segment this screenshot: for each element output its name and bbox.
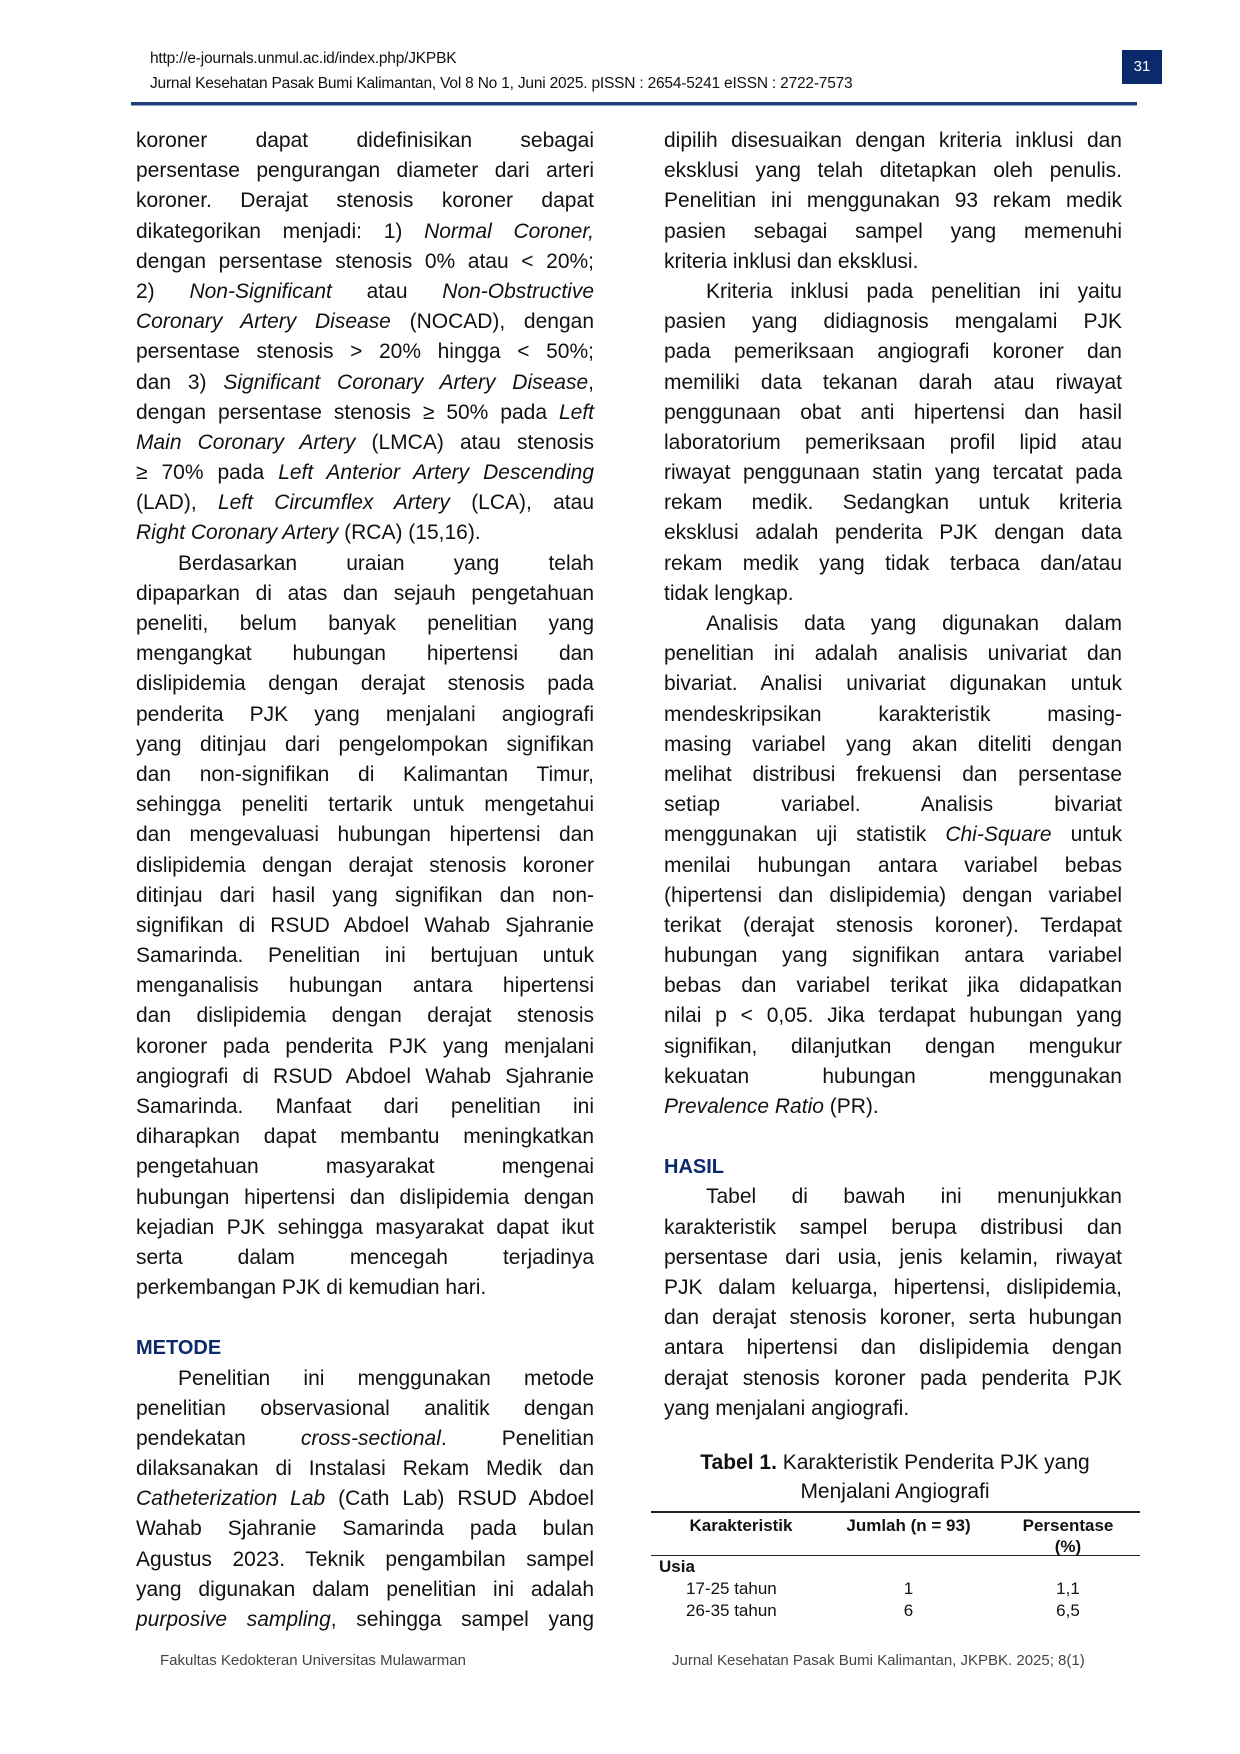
- text-line: Tabel di bawah ini menunjukkan: [706, 1185, 1122, 1209]
- text-line: koroner. Derajat stenosis koroner dapat: [136, 189, 594, 213]
- row-label: 26-35 tahun: [686, 1601, 777, 1620]
- text-line: Berdasarkan uraian yang telah: [178, 551, 594, 575]
- text-line: laboratorium pemeriksaan profil lipid atau: [664, 430, 1122, 454]
- text-line: setiap variabel. Analisis bivariat: [664, 793, 1122, 817]
- text-line: koroner dapat didefinisikan sebagai: [136, 129, 594, 152]
- text-line: hubungan yang signifikan antara variabel: [664, 944, 1122, 968]
- text-line: kejadian PJK sehingga masyarakat dapat ikut: [136, 1215, 594, 1239]
- col-header-persentase: [996, 1515, 1140, 1555]
- left-column: [136, 126, 594, 1635]
- text-line: signifikan di RSUD Abdoel Wahab Sjahranie: [136, 913, 594, 937]
- text-line: ≥ 70% pada Left Anterior Artery Descending: [136, 461, 595, 485]
- text-line: signifikan, dilanjutkan dengan mengukur: [664, 1034, 1122, 1058]
- text-line: persentase stenosis > 20% hingga < 50%;: [136, 340, 594, 364]
- text-line: purposive sampling, sehingga sampel yang: [136, 1608, 594, 1631]
- header-url[interactable]: http://e-journals.unmul.ac.id/index.php/JKPBK: [150, 50, 457, 67]
- text-line: koroner pada penderita PJK yang menjalani: [136, 1034, 594, 1058]
- text-line: menganalisis hubungan antara hipertensi: [136, 974, 594, 998]
- text-line: Penelitian ini menggunakan 93 rekam medik: [664, 189, 1122, 213]
- text-line: rekam medik. Sedangkan untuk kriteria: [664, 491, 1122, 515]
- text-line: angiografi di RSUD Abdoel Wahab Sjahranie: [136, 1064, 594, 1088]
- text-line: eksklusi adalah penderita PJK dengan data: [664, 521, 1122, 545]
- left-p2: [136, 549, 594, 1304]
- empty-cell: [826, 1556, 998, 1578]
- text-line: pengetahuan masyarakat mengenai: [136, 1155, 594, 1179]
- right-p4: [664, 1182, 1122, 1424]
- text-line: Coronary Artery Disease (NOCAD), dengan: [136, 310, 595, 334]
- right-column: [664, 126, 1122, 1424]
- text-line: Prevalence Ratio (PR).: [664, 1095, 879, 1118]
- text-line: Samarinda. Manfaat dari penelitian ini: [136, 1095, 594, 1118]
- text-line: perkembangan PJK di kemudian hari.: [136, 1276, 487, 1300]
- text-line: dengan persentase stenosis 0% atau < 20%;: [136, 249, 594, 273]
- text-line: hubungan hipertensi dan dislipidemia dengan: [136, 1185, 594, 1209]
- text-line: PJK dalam keluarga, hipertensi, dislipidemia,: [664, 1275, 1122, 1299]
- text-line: mendeskripsikan karakteristik masing-: [664, 702, 1122, 726]
- text-line: persentase pengurangan diameter dari arteri: [136, 159, 594, 183]
- text-line: Penelitian ini menggunakan metode: [178, 1366, 594, 1390]
- section-heading-metode: METODE: [136, 1337, 222, 1360]
- text-line: masing variabel yang akan diteliti dengan: [664, 732, 1122, 756]
- text-line: dipilih disesuaikan dengan kriteria inklusi dan: [664, 129, 1122, 152]
- text-line: Kriteria inklusi pada penelitian ini yaitu: [706, 279, 1122, 303]
- footer-citation: Jurnal Kesehatan Pasak Bumi Kalimantan, JKPBK. 2025; 8(1): [672, 1652, 1085, 1669]
- text-line: (LAD), Left Circumflex Artery (LCA), atau: [136, 491, 594, 515]
- text-line: dan 3) Significant Coronary Artery Disease,: [136, 370, 594, 394]
- col-header-persentase-line1: Persentase: [1022, 1515, 1114, 1535]
- text-line: dikategorikan menjadi: 1) Normal Coroner,: [136, 219, 594, 243]
- col-header-jumlah: Jumlah (n = 93): [846, 1515, 971, 1535]
- text-line: Catheterization Lab (Cath Lab) RSUD Abdoel: [136, 1487, 594, 1511]
- text-line: dipaparkan di atas dan sejauh pengetahuan: [136, 581, 594, 605]
- table-caption: [660, 1448, 1130, 1506]
- text-line: Analisis data yang digunakan dalam: [706, 612, 1122, 635]
- text-line: Right Coronary Artery (RCA) (15,16).: [136, 521, 481, 545]
- text-line: dan non-signifikan di Kalimantan Timur,: [136, 762, 594, 786]
- footer-institution: Fakultas Kedokteran Universitas Mulawarman: [160, 1652, 466, 1669]
- text-line: sehingga peneliti tertarik untuk mengetahui: [136, 793, 594, 817]
- right-p2: [664, 277, 1122, 609]
- text-line: 2) Non-Significant atau Non-Obstructive: [136, 279, 594, 303]
- table-characteristics: [651, 1511, 1140, 1622]
- header-rule: [131, 102, 1137, 106]
- page-number-badge: 31: [1122, 50, 1162, 84]
- text-line: pasien yang didiagnosis mengalami PJK: [664, 310, 1122, 334]
- text-line: antara hipertensi dan dislipidemia dengan: [664, 1336, 1122, 1360]
- text-line: memiliki data tekanan darah atau riwayat: [664, 370, 1122, 394]
- table-body: [651, 1556, 1140, 1622]
- text-line: yang menjalani angiografi.: [664, 1396, 910, 1420]
- text-line: dislipidemia dengan derajat stenosis pada: [136, 672, 594, 696]
- left-p1: [136, 126, 594, 549]
- text-line: tidak lengkap.: [664, 581, 794, 605]
- text-line: Samarinda. Penelitian ini bertujuan untuk: [136, 944, 594, 968]
- text-line: menilai hubungan antara variabel bebas: [664, 853, 1122, 877]
- text-line: pada pemeriksaan angiografi koroner dan: [664, 340, 1122, 364]
- text-line: dan dislipidemia dengan derajat stenosis: [136, 1004, 594, 1028]
- right-p1: [664, 126, 1122, 277]
- text-line: penderita PJK yang menjalani angiografi: [136, 702, 594, 726]
- text-line: peneliti, belum banyak penelitian yang: [136, 612, 594, 635]
- text-line: penggunaan obat anti hipertensi dan hasil: [664, 400, 1122, 424]
- text-line: derajat stenosis koroner pada penderita PJK: [664, 1366, 1122, 1390]
- left-p3: [136, 1364, 594, 1636]
- table-row: [651, 1600, 1140, 1622]
- text-line: pendekatan cross-sectional. Penelitian: [136, 1426, 595, 1450]
- table-row: [651, 1578, 1140, 1600]
- text-line: rekam medik yang tidak terbaca dan/atau: [664, 551, 1122, 575]
- text-line: bivariat. Analisi univariat digunakan untuk: [664, 672, 1122, 696]
- text-line: melihat distribusi frekuensi dan persentase: [664, 762, 1122, 786]
- text-line: Main Coronary Artery (LMCA) atau stenosis: [136, 430, 594, 454]
- header-journal-info: Jurnal Kesehatan Pasak Bumi Kalimantan, Vol 8 No 1, Juni 2025. pISSN : 2654-5241 eISSN : 2722-7573: [150, 75, 853, 92]
- text-line: pasien sebagai sampel yang memenuhi: [664, 219, 1122, 243]
- text-line: riwayat penggunaan statin yang tercatat pada: [664, 461, 1122, 485]
- text-line: penelitian ini adalah analisis univariat dan: [664, 642, 1122, 666]
- right-p3: [664, 609, 1122, 1122]
- text-line: diharapkan dapat membantu meningkatkan: [136, 1125, 594, 1149]
- text-line: eksklusi yang telah ditetapkan oleh penulis.: [664, 159, 1122, 183]
- row-percent: 1,1: [1056, 1579, 1080, 1598]
- text-line: ditinjau dari hasil yang signifikan dan non-: [136, 883, 594, 907]
- section-heading-hasil: HASIL: [664, 1156, 724, 1179]
- text-line: Agustus 2023. Teknik pengambilan sampel: [136, 1547, 594, 1571]
- row-percent: 6,5: [1056, 1601, 1080, 1620]
- text-line: bebas dan variabel terikat jika didapatkan: [664, 974, 1122, 998]
- text-line: dengan persentase stenosis ≥ 50% pada Left: [136, 400, 594, 424]
- text-line: serta dalam mencegah terjadinya: [136, 1245, 594, 1269]
- table-caption-text: Karakteristik Penderita PJK yang: [776, 1451, 1090, 1474]
- group-label: Usia: [659, 1557, 695, 1576]
- text-line: dan derajat stenosis koroner, serta hubungan: [664, 1306, 1122, 1330]
- text-line: (hipertensi dan dislipidemia) dengan variabel: [664, 883, 1122, 907]
- text-line: yang digunakan dalam penelitian ini adalah: [136, 1577, 594, 1601]
- text-line: karakteristik sampel berupa distribusi dan: [664, 1215, 1122, 1239]
- text-line: penelitian observasional analitik dengan: [136, 1396, 594, 1420]
- table-header-row: [651, 1513, 1140, 1555]
- col-header-persentase-line2: (%): [1054, 1536, 1082, 1556]
- row-count: 6: [903, 1601, 914, 1620]
- text-line: menggunakan uji statistik Chi-Square untuk: [664, 823, 1122, 847]
- text-line: mengangkat hubungan hipertensi dan: [136, 642, 594, 666]
- table-group-row: [651, 1556, 1140, 1578]
- table-caption-label: Tabel 1.: [700, 1451, 777, 1474]
- text-line: dilaksanakan di Instalasi Rekam Medik dan: [136, 1457, 594, 1481]
- table-caption-text-2: Menjalani Angiografi: [800, 1480, 990, 1503]
- empty-cell: [998, 1556, 1140, 1578]
- text-line: yang ditinjau dari pengelompokan signifikan: [136, 732, 594, 756]
- text-line: Wahab Sjahranie Samarinda pada bulan: [136, 1517, 594, 1541]
- text-line: kriteria inklusi dan eksklusi.: [664, 249, 919, 273]
- text-line: nilai p < 0,05. Jika terdapat hubungan yang: [664, 1004, 1122, 1028]
- text-line: kekuatan hubungan menggunakan: [664, 1064, 1122, 1088]
- col-header-karakteristik: Karakteristik: [689, 1515, 793, 1535]
- text-line: terikat (derajat stenosis koroner). Terdapat: [664, 913, 1122, 937]
- row-count: 1: [903, 1579, 914, 1598]
- text-line: persentase dari usia, jenis kelamin, riwayat: [664, 1245, 1122, 1269]
- row-label: 17-25 tahun: [686, 1579, 777, 1598]
- text-line: dislipidemia dengan derajat stenosis koroner: [136, 853, 594, 877]
- spacer: [136, 1303, 594, 1333]
- text-line: dan mengevaluasi hubungan hipertensi dan: [136, 823, 594, 847]
- spacer: [664, 1122, 1122, 1152]
